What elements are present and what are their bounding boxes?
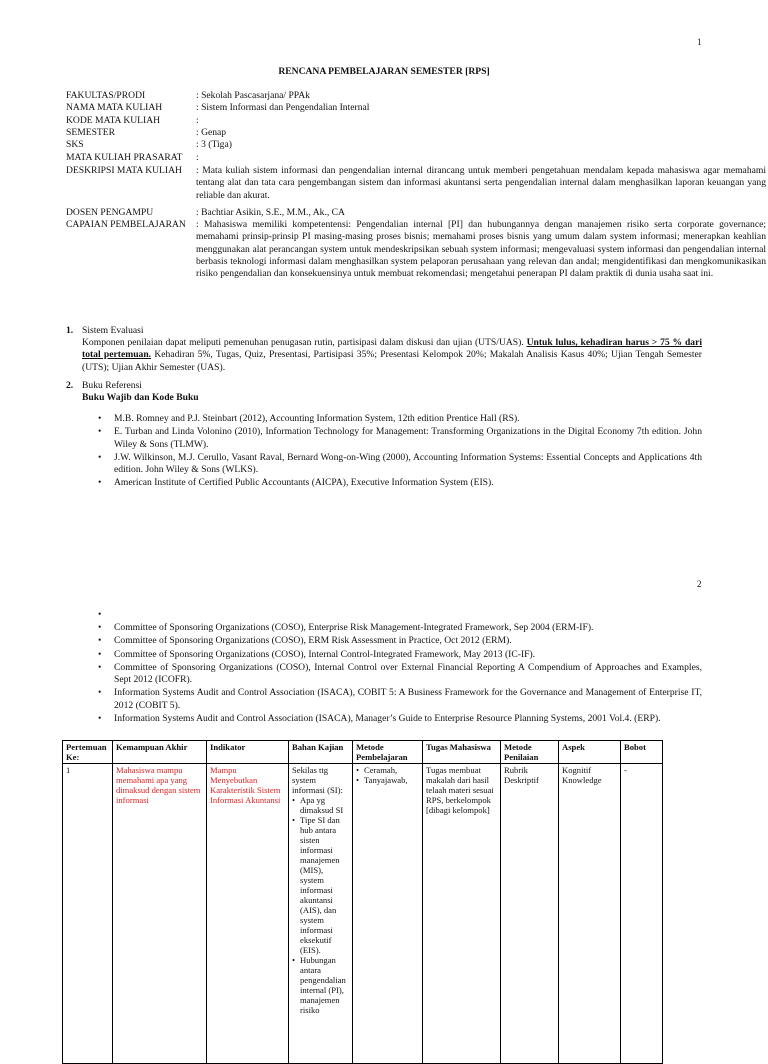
meta-value: : Bachtiar Asikin, S.E., M.M., Ak., CA: [196, 207, 345, 218]
cell-metode: [353, 764, 423, 1064]
reference-item: • J.W. Wilkinson, M.J. Cerullo, Vasant Raval, Bernard Wong-on-Wing (2000), Accounting Information Systems: Essential Concepts and Applications 4th edition. John Wiley & Sons (WLKS).: [98, 452, 702, 477]
meta-value: :: [196, 152, 199, 163]
course-description: : Mata kuliah sistem informasi dan pengendalian internal dirancang untuk memberi pengetahuan mendalam kepada mahasiswa agar memahami tentang alat dan tata cara pengembangan sistem dan informasi akuntansi serta pengendalian internal dalam menghasilkan laporan keuangan yang reliable dan akurat.: [196, 165, 766, 201]
cell-bahan: [289, 764, 353, 1064]
reference-item: • Committee of Sponsoring Organizations (COSO), Internal Control-Integrated Framework, May 2013 (IC-IF).: [98, 649, 702, 661]
bahan-list: [292, 795, 349, 1015]
reference-item: • Committee of Sponsoring Organizations (COSO), ERM Risk Assessment in Practice, Oct 2012 (ERM).: [98, 635, 702, 647]
list-item: • Ceramah,: [356, 765, 419, 775]
cell-tugas: Tugas membuat makalah dari hasil telaah materi sesuai RPS, berkelompok [dibagi kelompok]: [423, 764, 501, 1064]
cell-indikator: Mampu Menyebutkan Karakteristik Sistem Informasi Akuntansi: [207, 764, 289, 1064]
list-item: • Tanyajawab,: [356, 775, 419, 785]
reference-list-continued: [98, 609, 702, 726]
section-number: 2.: [66, 380, 74, 391]
metode-list: [356, 765, 419, 785]
table-header-row: [63, 741, 663, 764]
meta-label: SKS: [66, 139, 84, 150]
reference-item: [98, 609, 702, 621]
section-subtitle: Buku Wajib dan Kode Buku: [82, 392, 199, 403]
bahan-intro: Sekilas ttg system informasi (SI):: [292, 765, 343, 795]
meta-label: NAMA MATA KULIAH: [66, 102, 163, 113]
meta-value: : Sekolah Pascasarjana/ PPAk: [196, 90, 310, 101]
attendance-requirement: Untuk lulus, kehadiran harus > 75 % dari total pertemuan.: [82, 337, 703, 361]
meta-label: DESKRIPSI MATA KULIAH: [66, 165, 182, 176]
section-number: 1.: [66, 325, 74, 336]
learning-outcomes: : Mahasiswa memiliki kompetentensi: Pengendalian internal [PI] dan hubungannya dengan manajemen risiko serta corporate governance; memahami prinsip-prinsip PI masing-masing proses bisnis; memahami proses bisnis yang umum dalam system informasi; menerapkan keahlian menggunakan alat perancangan system untuk mendeskripsikan sebuah system informasi; mengevaluasi system informasi dan pengendalian internal berbasis teknologi informasi dalam menghasilkan system pelaporan perusahaan yang relevan dan andal; mengidentifikasi dan mengkomunikasikan risiko pengendalian dan konsekuensinya untuk membuat rekomendasi; mengetahui penerapan PI dalam praktik di dunia usaha saat ini.: [196, 219, 766, 280]
header-penilaian: Metode Penilaian: [501, 741, 559, 764]
meta-label: MATA KULIAH PRASARAT: [66, 152, 183, 163]
list-item: • Apa yg dimaksud SI: [292, 795, 349, 815]
reference-item: • Information Systems Audit and Control Association (ISACA), COBIT 5: A Business Framework for the Governance and Management of Enterprise IT, 2012 (COBIT 5).: [98, 687, 702, 712]
meta-label: KODE MATA KULIAH: [66, 115, 161, 126]
meta-label: SEMESTER: [66, 127, 116, 138]
meta-value: : Genap: [196, 127, 227, 138]
rps-table: [62, 740, 663, 1064]
cell-bobot: -: [621, 764, 663, 1064]
cell-penilaian: Rubrik Deskriptif: [501, 764, 559, 1064]
header-aspek: Aspek: [559, 741, 621, 764]
list-item: • Hubungan antara pengendalian internal (PI), manajemen risiko: [292, 955, 349, 1015]
meta-label: FAKULTAS/PRODI: [66, 90, 146, 101]
cell-pertemuan: 1: [63, 764, 113, 1064]
evaluation-paragraph: [82, 337, 702, 374]
header-indikator: Indikator: [207, 741, 289, 764]
meta-label: CAPAIAN PEMBELAJARAN: [66, 219, 186, 230]
meta-value: : Sistem Informasi dan Pengendalian Internal: [196, 102, 370, 113]
header-metode: Metode Pembelajaran: [353, 741, 423, 764]
reference-item: • M.B. Romney and P.J. Steinbart (2012), Accounting Information System, 12th edition Prentice Hall (RS).: [98, 413, 702, 425]
header-bahan: Bahan Kajian: [289, 741, 353, 764]
reference-item: • Information Systems Audit and Control Association (ISACA), Manager’s Guide to Enterprise Resource Planning Systems, 2001 Vol.4. (ERP).: [98, 713, 702, 725]
reference-item: • E. Turban and Linda Volonino (2010), Information Technology for Management: Transforming Organizations in the Digital Economy 7th edition. John Wiley & Sons (TLMW).: [98, 426, 702, 451]
header-kemampuan: Kemampuan Akhir: [113, 741, 207, 764]
header-pertemuan: Pertemuan Ke:: [63, 741, 113, 764]
header-bobot: Bobot: [621, 741, 663, 764]
list-item: • Tipe SI dan hub antara sisten informasi manajemen (MIS), system informasi akuntansi (AIS), dan system informasi eksekutif (EIS).: [292, 815, 349, 955]
meta-value: : 3 (Tiga): [196, 139, 232, 150]
meta-label: DOSEN PENGAMPU: [66, 207, 154, 218]
reference-item: • Committee of Sponsoring Organizations (COSO), Enterprise Risk Management-Integrated Framework, Sep 2004 (ERM-IF).: [98, 622, 702, 634]
reference-list: [98, 413, 702, 491]
page-number: 2: [697, 579, 702, 589]
reference-item: • American Institute of Certified Public Accountants (AICPA), Executive Information System (EIS).: [98, 477, 702, 489]
table-row: [63, 764, 663, 1064]
section-title: Buku Referensi: [82, 380, 142, 391]
meta-value: :: [196, 115, 199, 126]
header-tugas: Tugas Mahasiswa: [423, 741, 501, 764]
eval-text: Komponen penilaian dapat meliputi pemenuhan penugasan rutin, partisipasi dalam diskusi dan ujian (UTS/UAS).: [82, 337, 527, 348]
section-title: Sistem Evaluasi: [82, 325, 144, 336]
eval-text: Kehadiran 5%, Tugas, Quiz, Presentasi, Partisipasi 35%; Presentasi Kelompok 20%; Makalah Analisis Kasus 40%; Ujian Tengah Semester (UTS); Ujian Akhir Semester (UAS).: [82, 349, 702, 373]
cell-kemampuan: Mahasiswa mampu memahami apa yang dimaksud dengan sistem informasi: [113, 764, 207, 1064]
document-title: RENCANA PEMBELAJARAN SEMESTER [RPS]: [278, 66, 490, 77]
cell-aspek: Kognitif Knowledge: [559, 764, 621, 1064]
page-number: 1: [697, 37, 702, 47]
reference-item: • Committee of Sponsoring Organizations (COSO), Internal Control over External Financial Reporting A Compendium of Approaches and Examples, Sept 2012 (ICOFR).: [98, 662, 702, 687]
